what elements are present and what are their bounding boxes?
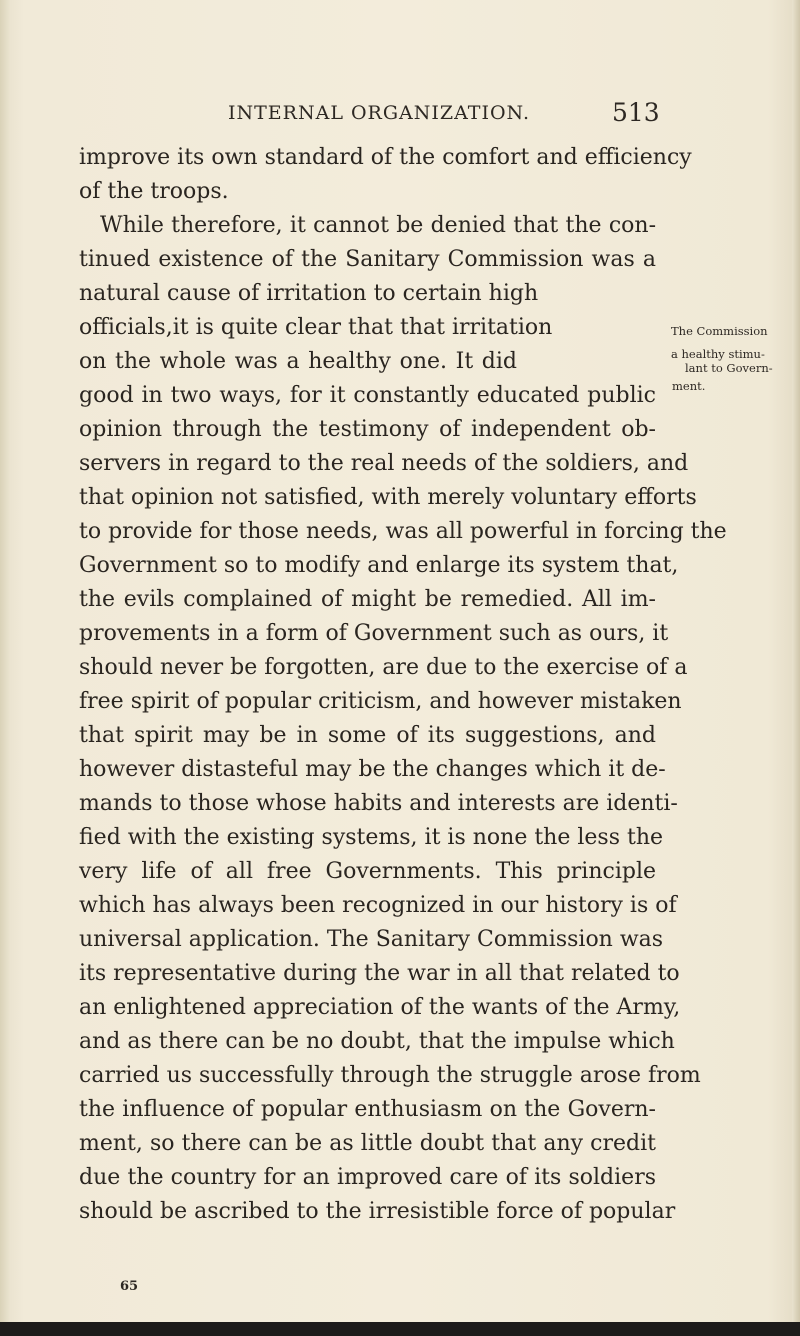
text-line: provements in a form of Government such as ours, it (79, 621, 669, 646)
page-number: 513 (612, 98, 660, 127)
text-line: however distasteful may be the changes which it de- (79, 757, 666, 782)
text-line: While therefore, it cannot be denied that the con- (100, 213, 656, 238)
text-line: officials,it is quite clear that that irritation (79, 315, 553, 340)
text-line: fied with the existing systems, it is none the less the (79, 825, 664, 850)
text-line: ment, so there can be as little doubt that any credit (79, 1131, 656, 1156)
text-line: which has always been recognized in our history is of (79, 893, 677, 918)
running-head: INTERNAL ORGANIZATION. (228, 102, 530, 124)
text-line: due the country for an improved care of its soldiers (79, 1165, 656, 1190)
text-line: the influence of popular enthusiasm on the Govern- (79, 1097, 656, 1122)
page-outer-edge (792, 0, 800, 1336)
text-line: very life of all free Governments. This principle (79, 859, 656, 884)
text-line: should never be forgotten, are due to the exercise of a (79, 655, 688, 680)
text-line: free spirit of popular criticism, and however mistaken (79, 689, 682, 714)
text-line: universal application. The Sanitary Commission was (79, 927, 664, 952)
text-line: improve its own standard of the comfort and efficiency (79, 145, 692, 170)
marginal-note-line: The Commission (671, 324, 768, 338)
text-line: of the troops. (79, 179, 229, 204)
text-line: mands to those whose habits and interests are identi- (79, 791, 678, 816)
text-line: on the whole was a healthy one. It did (79, 349, 517, 374)
text-line: Government so to modify and enlarge its system that, (79, 553, 679, 578)
text-line: natural cause of irritation to certain high (79, 281, 539, 306)
text-line: the evils complained of might be remedied. All im- (79, 587, 656, 612)
text-line: carried us successfully through the struggle arose from (79, 1063, 701, 1088)
text-line: tinued existence of the Sanitary Commission was a (79, 247, 656, 272)
text-line: to provide for those needs, was all powerful in forcing the (79, 519, 727, 544)
signature-mark: 65 (120, 1279, 139, 1294)
marginal-note-line: a healthy stimu- (671, 347, 765, 361)
text-line: and as there can be no doubt, that the impulse which (79, 1029, 675, 1054)
marginal-note-line: ment. (672, 379, 706, 393)
page-binding-edge (0, 0, 10, 1336)
text-line: good in two ways, for it constantly educated public (79, 383, 656, 408)
text-line: opinion through the testimony of independent ob- (79, 417, 656, 442)
text-line: an enlightened appreciation of the wants of the Army, (79, 995, 681, 1020)
text-line: that opinion not satisfied, with merely voluntary efforts (79, 485, 697, 510)
text-line: servers in regard to the real needs of the soldiers, and (79, 451, 689, 476)
marginal-note-line: lant to Govern- (685, 361, 773, 375)
page-bottom-edge (0, 1322, 800, 1336)
text-line: should be ascribed to the irresistible force of popular (79, 1199, 676, 1224)
text-line: its representative during the war in all that related to (79, 961, 680, 986)
text-line: that spirit may be in some of its suggestions, and (79, 723, 656, 748)
